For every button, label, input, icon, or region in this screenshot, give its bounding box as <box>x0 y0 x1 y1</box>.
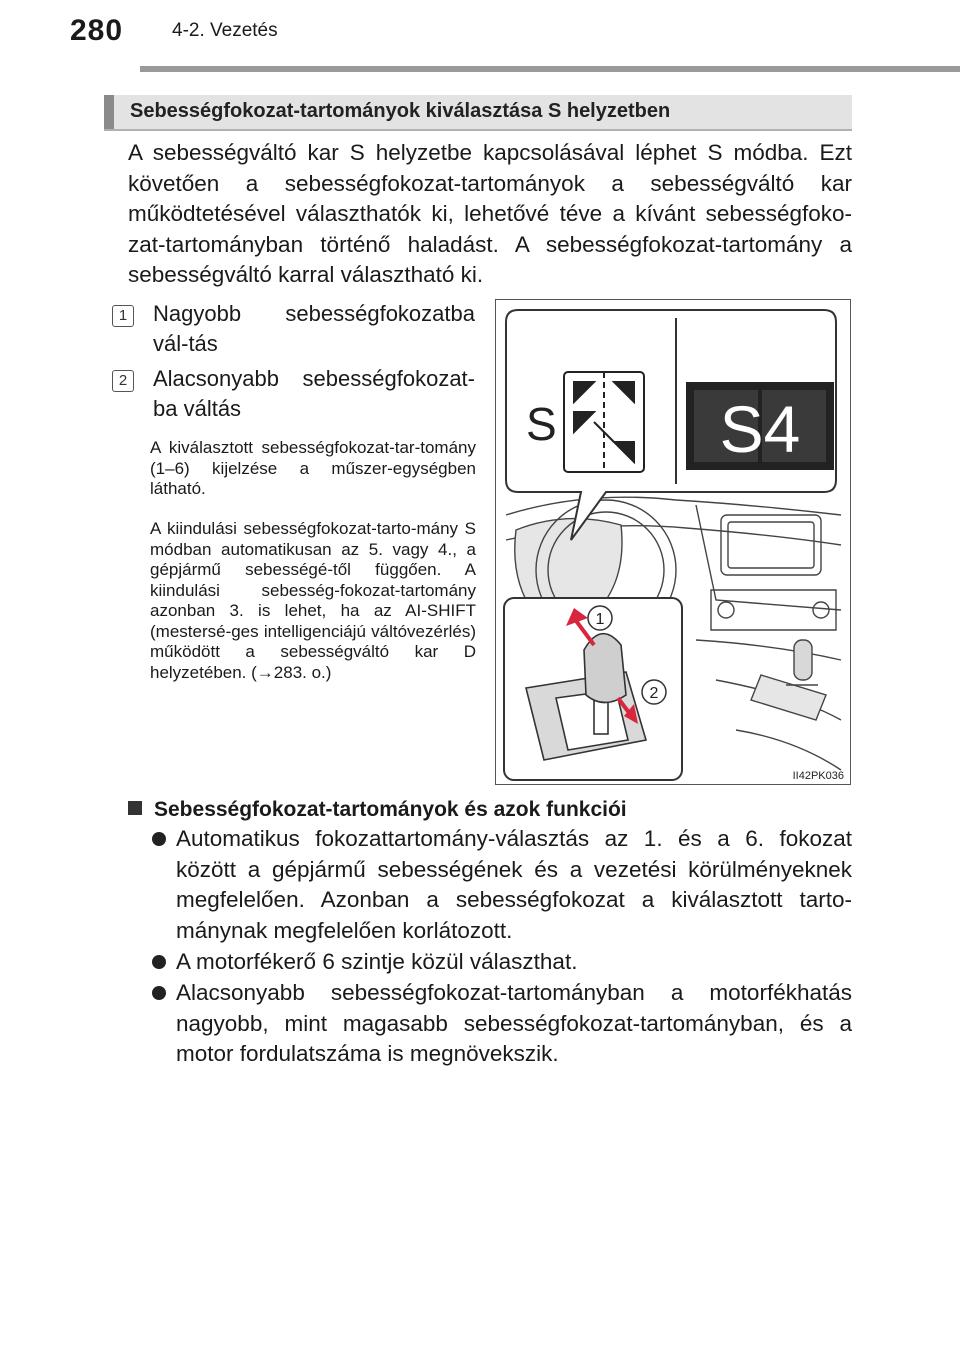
gear-display <box>686 382 834 470</box>
section-title: 4-2. Vezetés <box>172 20 278 41</box>
figure-illustration <box>496 300 849 783</box>
bullet-item <box>152 824 852 946</box>
intro-paragraph: A sebességváltó kar S helyzetbe kapcsolásával léphet S módba. Ezt követően a sebességfokozat-tartományok a sebességváltó kar működtetésével választhatók ki, lehetővé téve a kívánt sebességfoko-zat-tartományban történő haladást. A sebességfokozat-tartomány a sebességváltó karral választható ki. <box>128 140 852 287</box>
heading-title: Sebességfokozat-tartományok kiválasztása S helyzetben <box>130 100 671 122</box>
callout-2-label: 2 <box>649 685 659 702</box>
shift-lever-figure <box>495 299 851 785</box>
bullet-text: A motorfékerő 6 szintje közül választhat. <box>176 949 578 974</box>
page-number: 280 <box>70 14 124 47</box>
sub-heading-text: Sebességfokozat-tartományok és azok funkciói <box>154 798 627 821</box>
sub-heading <box>128 798 627 822</box>
note-2: A kiindulási sebességfokozat-tarto-mány S módban automatikusan az 5. vagy 4., a gépjármű sebességé-től függően. A kiindulási sebesség-fokozat-tartomány azonban 3. is lehet, ha az AI-SHIFT (mestersé-ges intelligenciájú váltóvezérlés) működött a sebességváltó kar D helyzetében. (→283. o.) <box>150 519 476 682</box>
step-text: Nagyobb sebességfokozatba vál-tás <box>153 301 475 356</box>
bullet-text: Alacsonyabb sebességfokozat-tartományban a motorfékhatás nagyobb, mint magasabb sebességfokozat-tartományban, és a motor fordulatszáma is megnövekszik. <box>176 980 852 1066</box>
step-text: Alacsonyabb sebességfokozat-ba váltás <box>153 366 475 421</box>
figure-code: II42PK036 <box>792 770 844 782</box>
square-bullet-icon <box>128 801 142 815</box>
display-text: S4 <box>719 392 801 466</box>
step-badge: 1 <box>112 305 134 327</box>
page-header <box>0 0 960 80</box>
heading-underline <box>104 129 852 131</box>
bullet-item <box>152 947 852 978</box>
bullet-text: Automatikus fokozattartomány-választás az 1. és a 6. fokozat között a gépjármű sebességének és a vezetési körülményeknek megfelelően. Azonban a sebességfokozat a kiválasztott tarto-mánynak megfelelően korlátozott. <box>176 826 852 943</box>
callout-1-label: 1 <box>595 611 605 628</box>
indicator-letter: S <box>526 398 557 450</box>
bullet-dot-icon <box>152 955 166 969</box>
heading-bar <box>104 95 852 129</box>
bullet-dot-icon <box>152 832 166 846</box>
bullet-dot-icon <box>152 986 166 1000</box>
note-1: A kiválasztott sebességfokozat-tar-tomány (1–6) kijelzése a műszer-egységben látható. <box>150 438 476 498</box>
step-badge: 2 <box>112 370 134 392</box>
header-rule <box>140 66 960 72</box>
bullet-item <box>152 978 852 1070</box>
